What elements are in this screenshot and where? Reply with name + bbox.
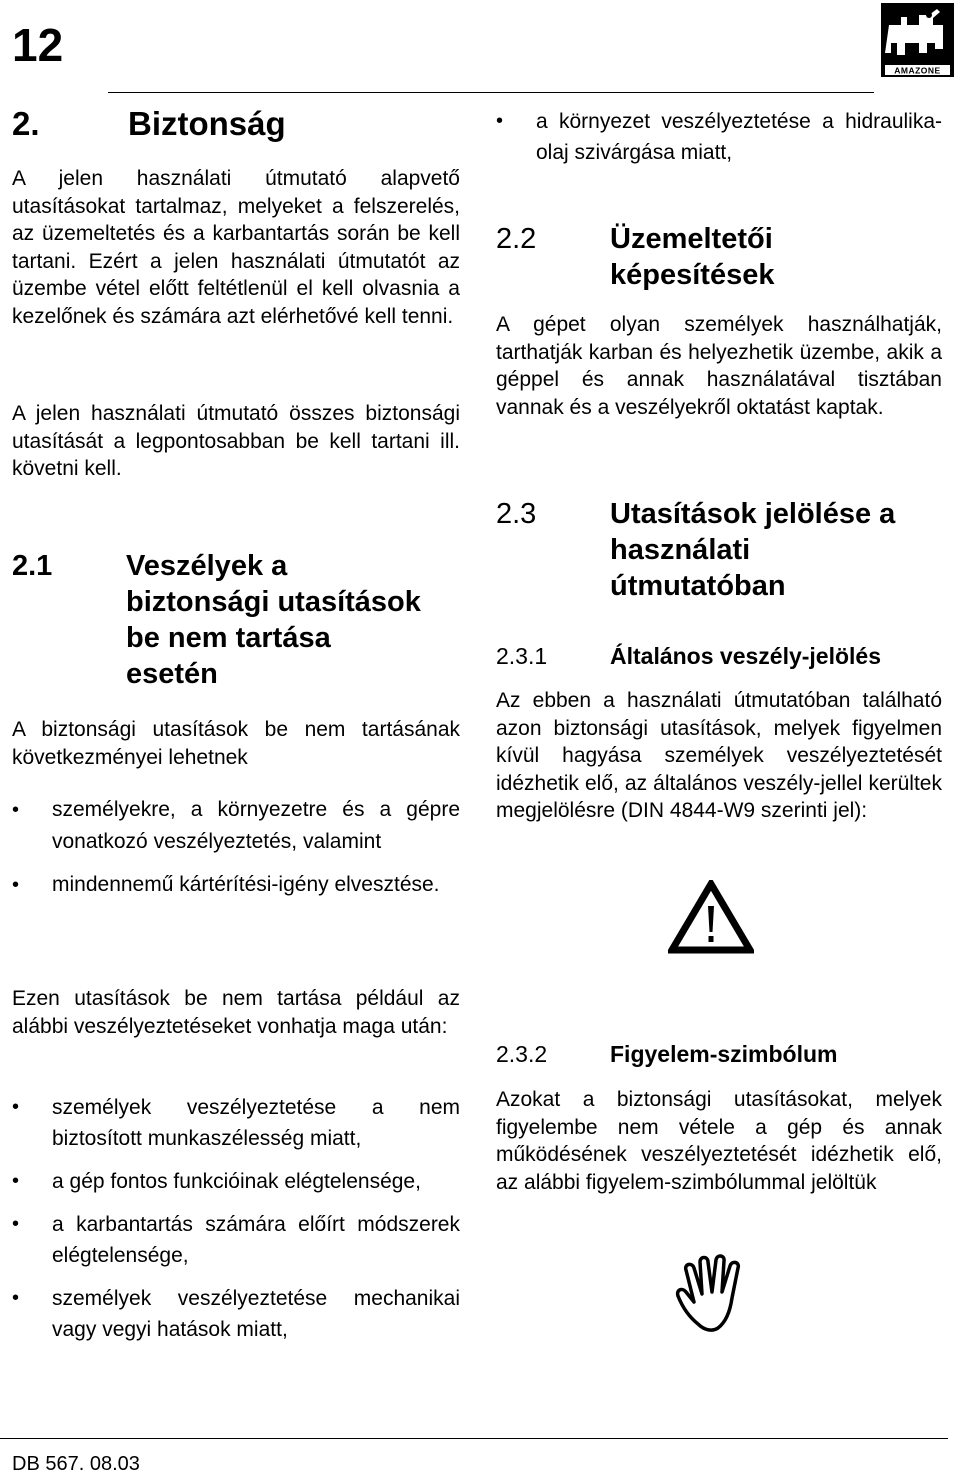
continued-list — [496, 106, 942, 168]
section-2-3-title-line: Utasítások jelölése a — [610, 498, 896, 530]
section-2-3-heading — [496, 496, 895, 604]
amazone-logo-icon — [881, 3, 954, 77]
general-hazard-paragraph: Az ebben a használati útmutatóban található azon biztonsági utasítások, melyek figyelmen kívül hagyása személyek veszélyeztetését idézhetik elő, az általános veszély-jellel kerültek megjelölésre (DIN 4844-W9 szerinti jel): — [496, 689, 942, 822]
examples-list — [12, 1092, 460, 1345]
consequences-intro: A biztonsági utasítások be nem tartásának következményei lehetnek — [12, 718, 460, 769]
intro-paragraph-2: A jelen használati útmutató összes biztonsági utasítását a legpontosabban be kell tartani ill. követni kell. — [12, 402, 460, 480]
consequences-list — [12, 794, 460, 901]
list-item: • mindennemű kártérítési-igény elvesztése. — [12, 869, 460, 901]
stop-hand-icon — [674, 1252, 758, 1336]
section-2-2-heading — [496, 221, 774, 293]
qualification-paragraph: A gépet olyan személyek használhatják, tarthatják karban és helyezhetik üzembe, akik a géppel és annak használatával tisztában vannak és a veszélyekről oktatást kaptak. — [496, 313, 942, 419]
section-2-number: 2. — [12, 105, 40, 142]
section-2-1-heading — [12, 548, 421, 692]
amazone-logo — [881, 3, 954, 77]
list-item: • a környezet veszélyeztetése a hidraulika-olaj szivárgása miatt, — [496, 106, 942, 168]
section-2-1-title-line: be nem tartása — [126, 622, 331, 654]
section-2-2-title-line: képesítések — [610, 259, 775, 291]
section-2-3-title — [610, 496, 895, 604]
section-2-3-1-number: 2.3.1 — [496, 643, 548, 669]
header-rule — [108, 92, 874, 93]
section-2-1-title — [126, 548, 421, 692]
section-2-1-title-line: Veszélyek a — [126, 550, 288, 582]
section-2-1-number: 2.1 — [12, 550, 53, 582]
section-2-3-1-heading — [496, 642, 881, 670]
attention-paragraph: Azokat a biztonsági utasításokat, melyek figyelembe nem vétele a gép és annak működésének veszélyeztetését idézhetik elő, az alábbi figyelem-szimbólummal jelöltük — [496, 1088, 942, 1194]
section-2-3-2-title: Figyelem-szimbólum — [610, 1041, 838, 1067]
section-2-3-2-heading — [496, 1040, 837, 1068]
section-2-heading — [12, 107, 286, 140]
section-2-3-2-number: 2.3.2 — [496, 1041, 548, 1067]
list-item: • személyekre, a környezetre és a gépre vonatkozó veszélyeztetés, valamint — [12, 794, 460, 858]
section-2-2-title-line: Üzemeltetői — [610, 223, 773, 255]
section-2-1-title-line: esetén — [126, 658, 218, 690]
section-2-2-title — [610, 221, 774, 293]
intro-paragraph-1: A jelen használati útmutató alapvető utasításokat tartalmaz, melyeket a felszerelés, az üzemeltetés és a karbantartás során be kell tartani. Ezért a jelen használati útmutatót az üzembe vétel előtt feltétlenül el kell olvasnia a kezelőnek és számára azt elérhetővé kell tenni. — [12, 167, 460, 328]
logo-text: AMAZONE — [894, 65, 941, 76]
examples-intro: Ezen utasítások be nem tartása például az alábbi veszélyeztetéseket vonhatja maga után: — [12, 987, 460, 1038]
list-item: • személyek veszélyeztetése mechanikai vagy vegyi hatások miatt, — [12, 1283, 460, 1345]
section-2-3-title-line: útmutatóban — [610, 570, 786, 602]
list-item: • a karbantartás számára előírt módszerek elégtelensége, — [12, 1209, 460, 1271]
list-item: • a gép fontos funkcióinak elégtelensége, — [12, 1166, 460, 1197]
section-2-1-title-line: biztonsági utasítások — [126, 586, 421, 618]
section-2-title: Biztonság — [128, 105, 286, 142]
section-2-2-number: 2.2 — [496, 223, 537, 255]
page-number: 12 — [12, 19, 64, 71]
section-2-3-number: 2.3 — [496, 498, 537, 530]
footer-rule — [0, 1438, 948, 1439]
footer-doc-code: DB 567. 08.03 — [12, 1453, 140, 1475]
section-2-3-1-title: Általános veszély-jelölés — [610, 643, 882, 669]
list-item: • személyek veszélyeztetése a nem biztosított munkaszélesség miatt, — [12, 1092, 460, 1154]
section-2-3-title-line: használati — [610, 534, 751, 566]
warning-triangle-icon — [668, 880, 754, 954]
